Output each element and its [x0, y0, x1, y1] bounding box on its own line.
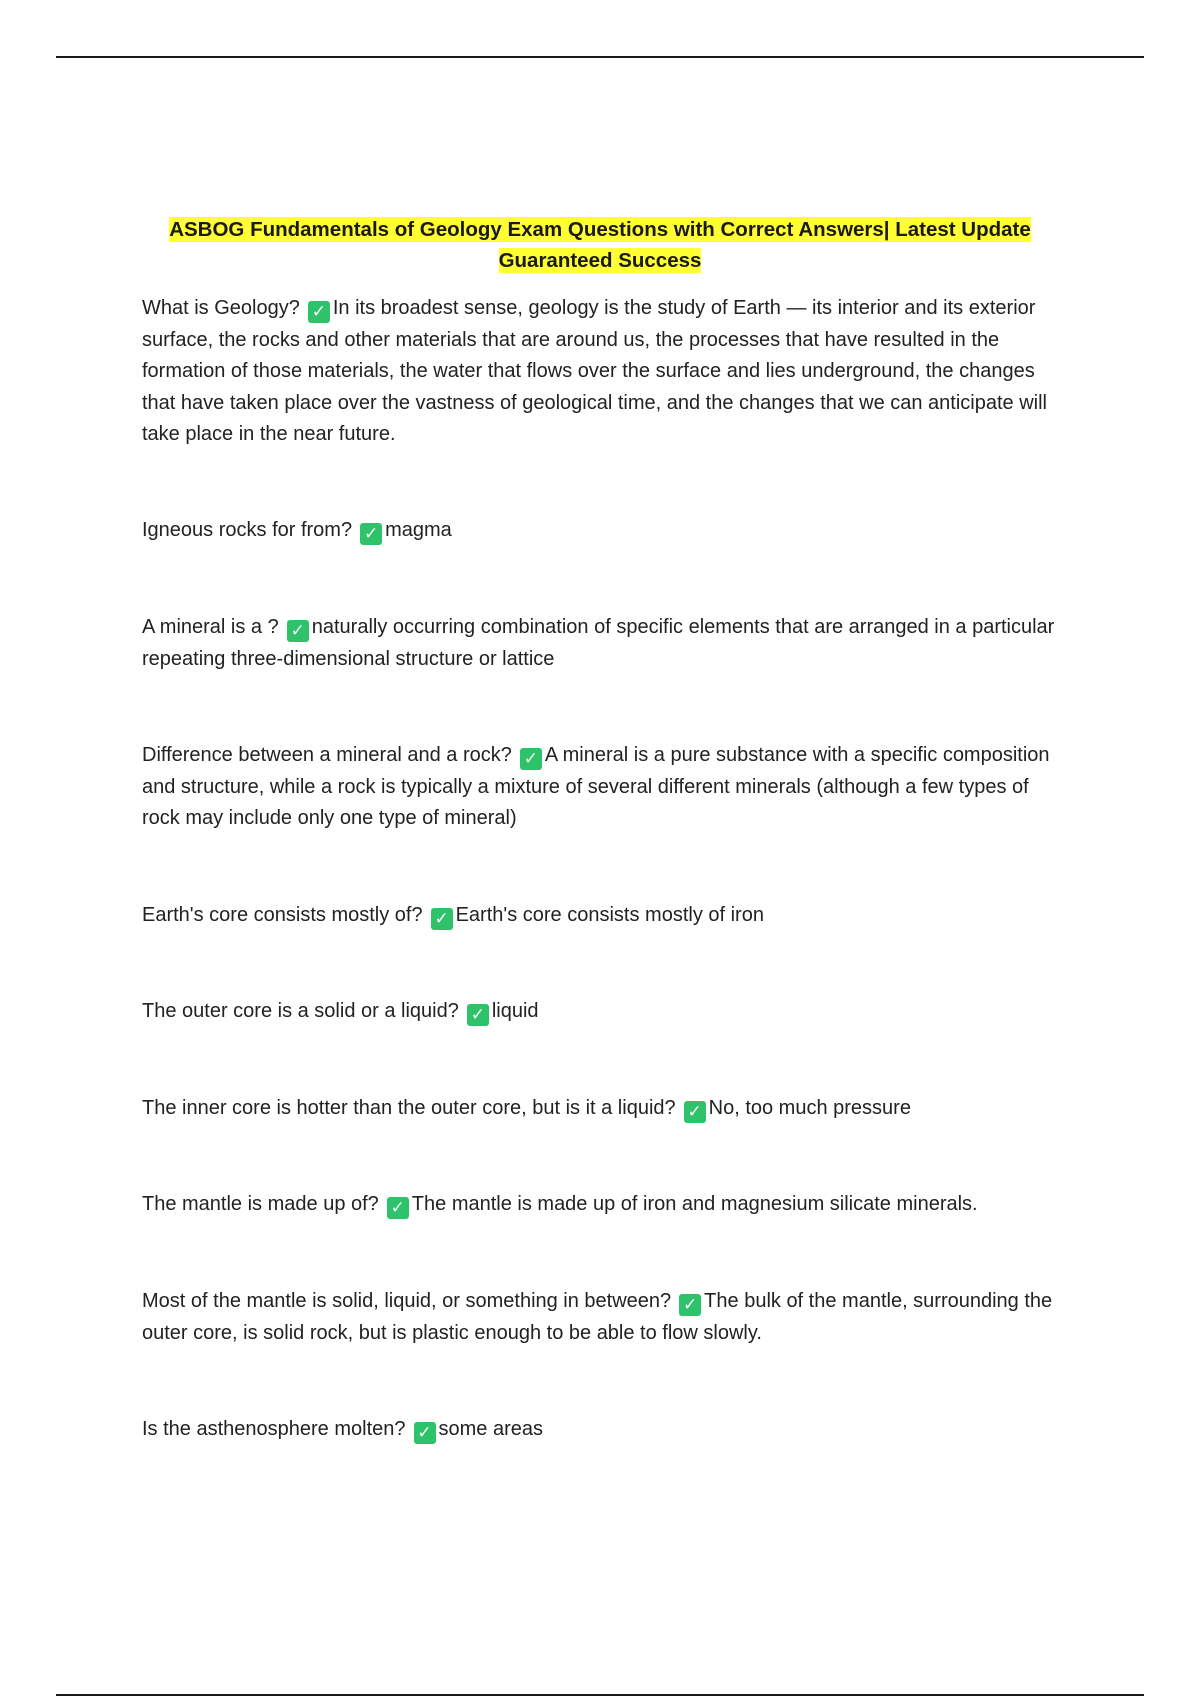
answer-text: No, too much pressure — [708, 1097, 911, 1119]
checkmark-icon: ✓ — [679, 1294, 701, 1316]
checkmark-icon: ✓ — [308, 301, 330, 323]
checkmark-icon: ✓ — [684, 1101, 706, 1123]
title-highlight: ASBOG Fundamentals of Geology Exam Questions with Correct Answers| Latest Update Guaranteed Success — [169, 218, 1031, 272]
qa-item-3 — [142, 612, 1062, 675]
question-text: Difference between a mineral and a rock? — [142, 744, 512, 766]
question-text: What is Geology? — [142, 297, 300, 319]
answer-text: A mineral is a pure substance with a specific composition and structure, while a rock is typically a mixture of several different minerals (although a few types of rock may include only one type of mineral) — [142, 744, 1050, 829]
answer-text: In its broadest sense, geology is the study of Earth — its interior and its exterior surface, the rocks and other materials that are around us, the processes that have resulted in the formation of those materials, the water that flows over the surface and lies underground, the changes that have taken place over the vastness of geological time, and the changes that we can anticipate will take place in the near future. — [142, 297, 1047, 445]
question-text: The inner core is hotter than the outer core, but is it a liquid? — [142, 1097, 676, 1119]
answer-text: some areas — [438, 1418, 544, 1440]
checkmark-icon: ✓ — [387, 1197, 409, 1219]
question-text: Earth's core consists mostly of? — [142, 904, 423, 926]
footer-rule — [56, 1694, 1144, 1696]
question-text: Igneous rocks for from? — [142, 519, 353, 541]
question-text: Is the asthenosphere molten? — [142, 1418, 406, 1440]
question-text: The mantle is made up of? — [142, 1193, 379, 1215]
header-rule — [56, 56, 1144, 58]
qa-item-2 — [142, 515, 1062, 547]
question-text: Most of the mantle is solid, liquid, or something in between? — [142, 1290, 672, 1312]
answer-text: The mantle is made up of iron and magnesium silicate minerals. — [411, 1193, 978, 1215]
qa-item-6 — [142, 996, 1062, 1028]
question-text: A mineral is a ? — [142, 616, 279, 638]
answer-text: The bulk of the mantle, surrounding the outer core, is solid rock, but is plastic enough to be able to flow slowly. — [142, 1290, 1053, 1344]
question-text: The outer core is a solid or a liquid? — [142, 1000, 459, 1022]
qa-item-5 — [142, 900, 1062, 932]
checkmark-icon: ✓ — [360, 523, 382, 545]
qa-item-9 — [142, 1286, 1062, 1349]
answer-text: liquid — [491, 1000, 539, 1022]
answer-text: magma — [385, 519, 452, 541]
qa-item-1 — [142, 293, 1062, 451]
qa-item-7 — [142, 1093, 1062, 1125]
checkmark-icon: ✓ — [431, 908, 453, 930]
answer-text: Earth's core consists mostly of iron — [455, 904, 764, 926]
checkmark-icon: ✓ — [467, 1004, 489, 1026]
document-title — [150, 214, 1050, 276]
checkmark-icon: ✓ — [520, 748, 542, 770]
qa-item-8 — [142, 1189, 1062, 1221]
checkmark-icon: ✓ — [414, 1422, 436, 1444]
checkmark-icon: ✓ — [287, 620, 309, 642]
qa-item-4 — [142, 740, 1062, 835]
qa-item-10 — [142, 1414, 1062, 1446]
answer-text: naturally occurring combination of specific elements that are arranged in a particular repeating three-dimensional structure or lattice — [142, 616, 1055, 670]
